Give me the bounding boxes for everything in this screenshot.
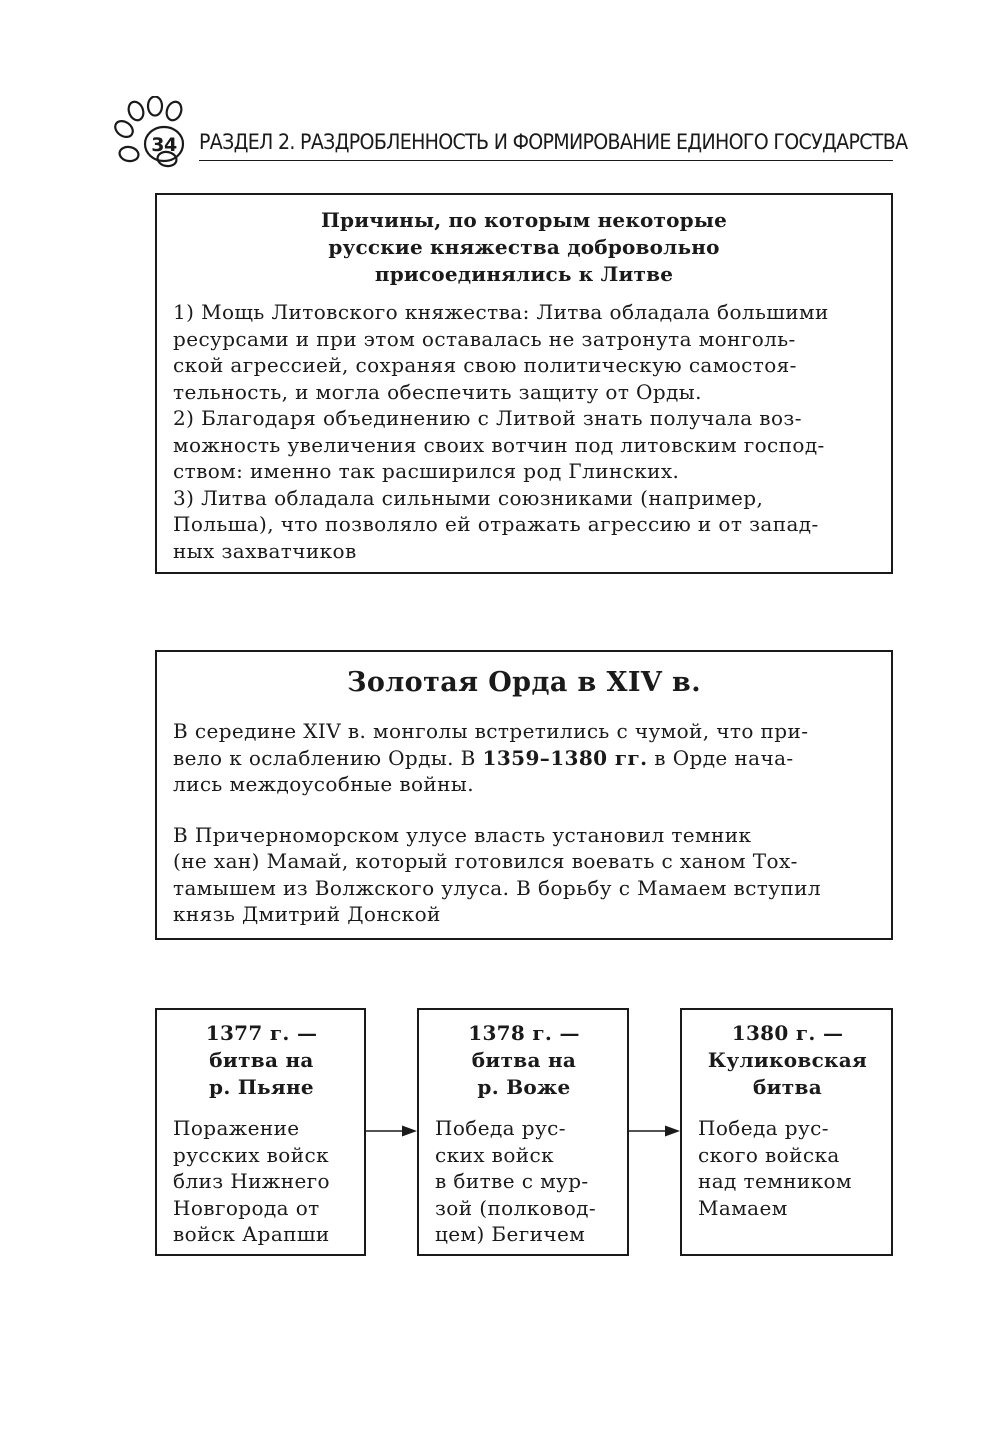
- text-line: 2) Благодаря объединению с Литвой знать получала воз-: [173, 406, 802, 430]
- timeline-box-1380: [680, 1008, 893, 1256]
- text-line: ской агрессией, сохраняя свою политическую самостоя-: [173, 353, 797, 377]
- text-line: Мамаем: [698, 1195, 788, 1220]
- heading-line: 1377 г. —: [205, 1021, 318, 1045]
- box-heading: Золотая Орда в XIV в.: [346, 667, 702, 698]
- text-line: ством: именно так расширился род Глинских.: [173, 459, 680, 483]
- text-line: войск Арапши: [173, 1222, 330, 1246]
- arrow-right-icon: [366, 1124, 418, 1138]
- text-line: ных захватчиков: [173, 538, 357, 563]
- heading-line: Причины, по которым некоторые: [320, 208, 728, 232]
- paragraph: [173, 718, 875, 798]
- text-line: зой (полковод-: [435, 1195, 597, 1220]
- text-span: в Орде нача-: [647, 745, 794, 770]
- text-line: ресурсами и при этом оставалась не затронута монголь-: [173, 326, 796, 351]
- text-line: 1) Мощь Литовского княжества: Литва обладала большими: [173, 300, 829, 324]
- text-line: над темником: [698, 1169, 852, 1193]
- text-line: близ Нижнего: [173, 1169, 330, 1193]
- text-line: (не хан) Мамай, который готовился воевать с ханом Тох-: [173, 849, 798, 873]
- text-line: Польша), что позволяло ей отражать агрессию и от запад-: [173, 512, 819, 536]
- header-rule: [199, 160, 893, 161]
- text-line: тамышем из Волжского улуса. В борьбу с Мамаем вступил: [173, 875, 821, 900]
- text-line: русских войск: [173, 1142, 329, 1167]
- lithuania-reasons-box: [155, 193, 893, 574]
- paragraph: [173, 822, 875, 928]
- timeline-box-1377: [155, 1008, 366, 1256]
- text-line: 3) Литва обладала сильными союзниками (например,: [173, 485, 764, 510]
- text-line: тельность, и могла обеспечить защиту от Орды.: [173, 379, 702, 404]
- heading-line: битва на: [471, 1048, 577, 1072]
- text-line: цем) Бегичем: [435, 1222, 586, 1246]
- timeline-body: [435, 1115, 613, 1248]
- heading-line: присоединялись к Литве: [374, 262, 674, 286]
- text-line: В середине XIV в. монголы встретились с чумой, что при-: [173, 719, 809, 743]
- arrow-right-icon: [629, 1124, 681, 1138]
- timeline-heading: [173, 1020, 350, 1101]
- golden-horde-box: [155, 650, 893, 940]
- heading-line: битва на: [209, 1048, 314, 1072]
- heading-line: русские княжества добровольно: [328, 235, 720, 259]
- bold-dates: 1359–1380 гг.: [482, 745, 648, 770]
- timeline-body: [173, 1115, 350, 1248]
- heading-line: 1380 г. —: [731, 1021, 844, 1045]
- heading-line: битва: [753, 1075, 822, 1099]
- heading-line: р. Воже: [477, 1075, 571, 1099]
- text-line: Победа рус-: [698, 1116, 829, 1140]
- heading-line: Куликовская: [707, 1048, 868, 1072]
- text-line: можность увеличения своих вотчин под литовским господ-: [173, 432, 825, 457]
- text-line: Поражение: [173, 1116, 300, 1140]
- timeline-heading: [698, 1020, 877, 1101]
- text-line: Новгорода от: [173, 1195, 320, 1220]
- timeline-box-1378: [417, 1008, 629, 1256]
- text-line: В Причерноморском улусе власть установил темник: [173, 822, 752, 847]
- timeline-body: [698, 1115, 877, 1221]
- text-line: ских войск: [435, 1142, 554, 1167]
- box-heading: [304, 207, 744, 288]
- text-line: князь Дмитрий Донской: [173, 902, 441, 926]
- timeline-heading: [435, 1020, 613, 1101]
- heading-line: р. Пьяне: [209, 1075, 314, 1099]
- text-line: ского войска: [698, 1142, 840, 1167]
- heading-line: 1378 г. —: [468, 1021, 580, 1045]
- text-line: лись междоусобные войны.: [173, 772, 474, 796]
- text-line: [173, 745, 875, 772]
- section-title: РАЗДЕЛ 2. РАЗДРОБЛЕННОСТЬ И ФОРМИРОВАНИЕ ЕДИНОГО ГОСУДАРСТВА: [199, 130, 908, 155]
- text-span: вело к ослаблению Орды. В: [173, 745, 483, 770]
- text-line: в битве с мур-: [435, 1169, 589, 1193]
- page-number: 34: [151, 134, 177, 156]
- text-line: Победа рус-: [435, 1116, 566, 1140]
- box-content: [173, 299, 875, 564]
